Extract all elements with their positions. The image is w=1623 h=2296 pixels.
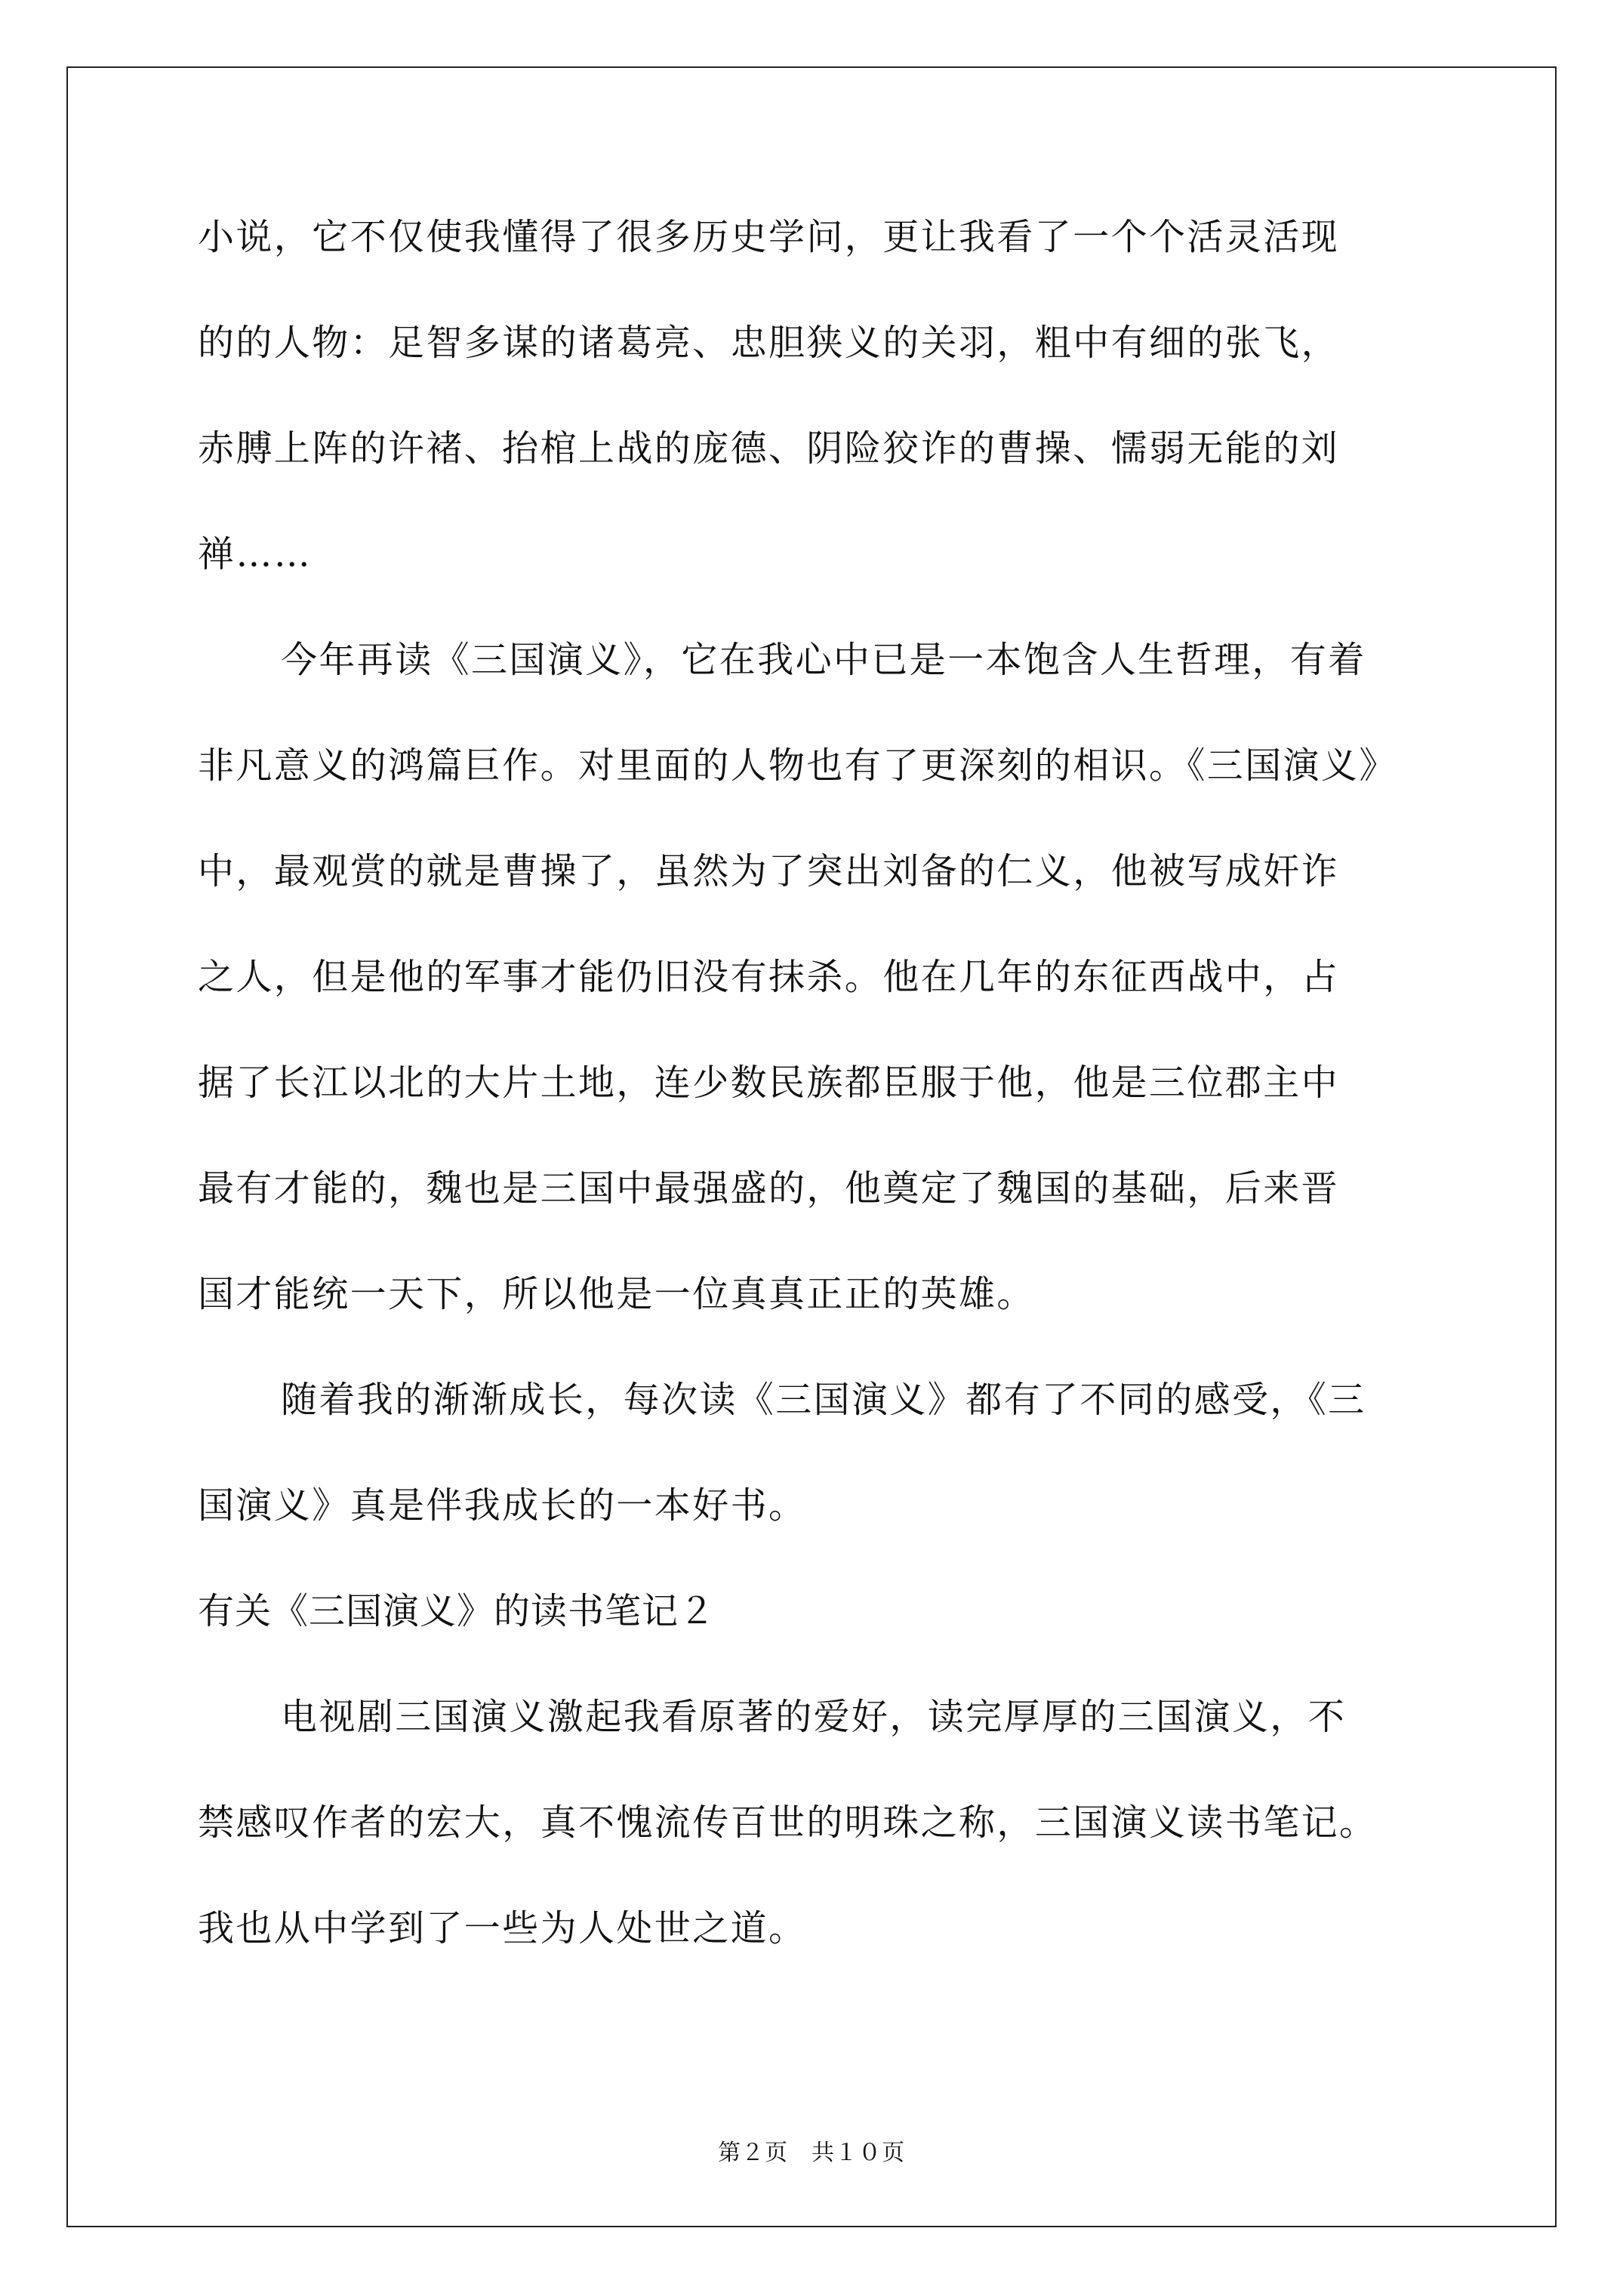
text-line: 之人，但是他的军事才能仍旧没有抹杀。他在几年的东征西战中，占 — [198, 956, 1340, 998]
text-line: 据了长江以北的大片土地，连少数民族都臣服于他，他是三位郡主中 — [198, 1062, 1340, 1104]
text-line: 国才能统一天下，所以他是一位真真正正的英雄。 — [198, 1273, 1035, 1315]
text-line: 最有才能的，魏也是三国中最强盛的，他奠定了魏国的基础，后来晋 — [198, 1167, 1340, 1210]
text-line: 我也从中学到了一些为人处世之道。 — [198, 1907, 807, 1949]
document-body — [198, 216, 1436, 2016]
text-line: 禅…… — [198, 533, 313, 575]
text-line: 禁感叹作者的宏大，真不愧流传百世的明珠之称，三国演义读书笔记。 — [198, 1801, 1378, 1844]
section-heading: 有关《三国演义》的读书笔记２ — [198, 1590, 716, 1632]
paragraph-first-line: 今年再读《三国演义》，它在我心中已是一本饱含人生哲理，有着 — [281, 639, 1366, 681]
text-line: 小说，它不仅使我懂得了很多历史学问，更让我看了一个个活灵活现 — [198, 216, 1340, 258]
text-line: 非凡意义的鸿篇巨作。对里面的人物也有了更深刻的相识。《三国演义》 — [198, 744, 1397, 787]
text-line: 的的人物：足智多谋的诸葛亮、忠胆狭义的关羽，粗中有细的张飞， — [198, 322, 1340, 364]
paragraph-first-line: 随着我的渐渐成长，每次读《三国演义》都有了不同的感受，《三 — [281, 1379, 1366, 1421]
text-line: 中，最观赏的就是曹操了，虽然为了突出刘备的仁义，他被写成奸诈 — [198, 850, 1340, 892]
text-line: 国演义》真是伴我成长的一本好书。 — [198, 1484, 807, 1527]
paragraph-first-line: 电视剧三国演义激起我看原著的爱好，读完厚厚的三国演义，不 — [281, 1696, 1347, 1738]
text-line: 赤膊上阵的许褚、抬棺上战的庞德、阴险狡诈的曹操、懦弱无能的刘 — [198, 427, 1340, 470]
page-number: 第２页 共１０页 — [718, 2140, 905, 2166]
